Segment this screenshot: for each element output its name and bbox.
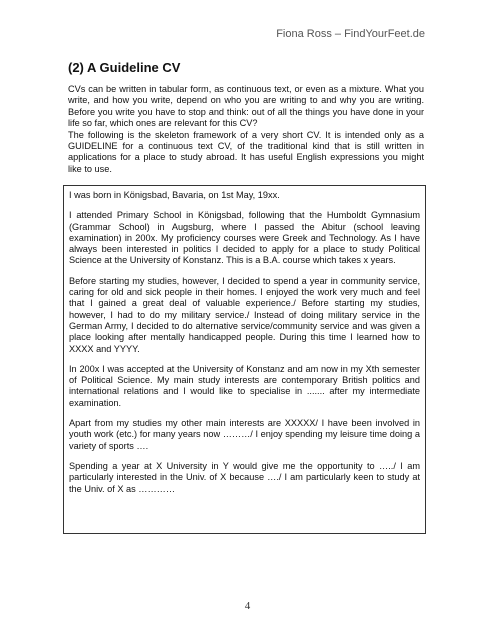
running-header: Fiona Ross – FindYourFeet.de [276, 28, 425, 40]
intro-paragraph-1: CVs can be written in tabular form, as continuous text, or even as a mixture. What you write, and how you write, depend on who you are writing to and why you are writing. Before you write you have to stop and think: out of all the things you have done in your life so far, which ones are relevant for this CV? [68, 84, 424, 129]
page-number: 4 [244, 600, 251, 612]
cv-paragraph-motivation: Spending a year at X University in Y would give me the opportunity to …../ I am particularly interested in the Univ. of X because …./ I am particularly keen to study at the Univ. of X as ………… [69, 460, 420, 494]
cv-paragraph-interests: Apart from my studies my other main interests are XXXXX/ I have been involved in youth work (etc.) for many years now ………/ I enjoy spending my leisure time doing a variety of sports …. [69, 418, 420, 451]
cv-paragraph-university: In 200x I was accepted at the University of Konstanz and am now in my Xth semester of Political Science. My main study interests are contemporary British politics and international relations and I would like to specialise in ....... after my intermediate examination. [69, 363, 420, 408]
section-title: (2) A Guideline CV [68, 60, 181, 75]
intro-text [68, 84, 424, 175]
cv-paragraph-service: Before starting my studies, however, I decided to spend a year in community service, caring for old and sick people in their homes. I enjoyed the work very much and feel that I gained a great deal of valuable experience./ Before starting my studies, however, I had to do my military service./ Instead of doing military service in the German Army, I decided to do alternative service/community service and was given a place looking after mentally handicapped people. During this time I learned how to XXXX and YYYY. [69, 275, 420, 354]
cv-paragraph-education: I attended Primary School in Königsbad, following that the Humboldt Gymnasium (Grammar School) in Augsburg, where I passed the Abitur (school leaving examination) in 200x. My proficiency courses were Greek and Technology. As I have always been interested in politics I decided to apply for a place to study Political Science at the University of Konstanz. This is a B.A. course which takes x years. [69, 210, 420, 266]
cv-paragraph-birth: I was born in Königsbad, Bavaria, on 1st May, 19xx. [69, 190, 280, 200]
cv-example-box [63, 185, 426, 534]
intro-paragraph-2: The following is the skeleton framework of a very short CV. It is intended only as a GUIDELINE for a continuous text CV, of the traditional kind that is still written in applications for a place to study abroad. It has useful English expressions you might like to use. [68, 129, 424, 174]
